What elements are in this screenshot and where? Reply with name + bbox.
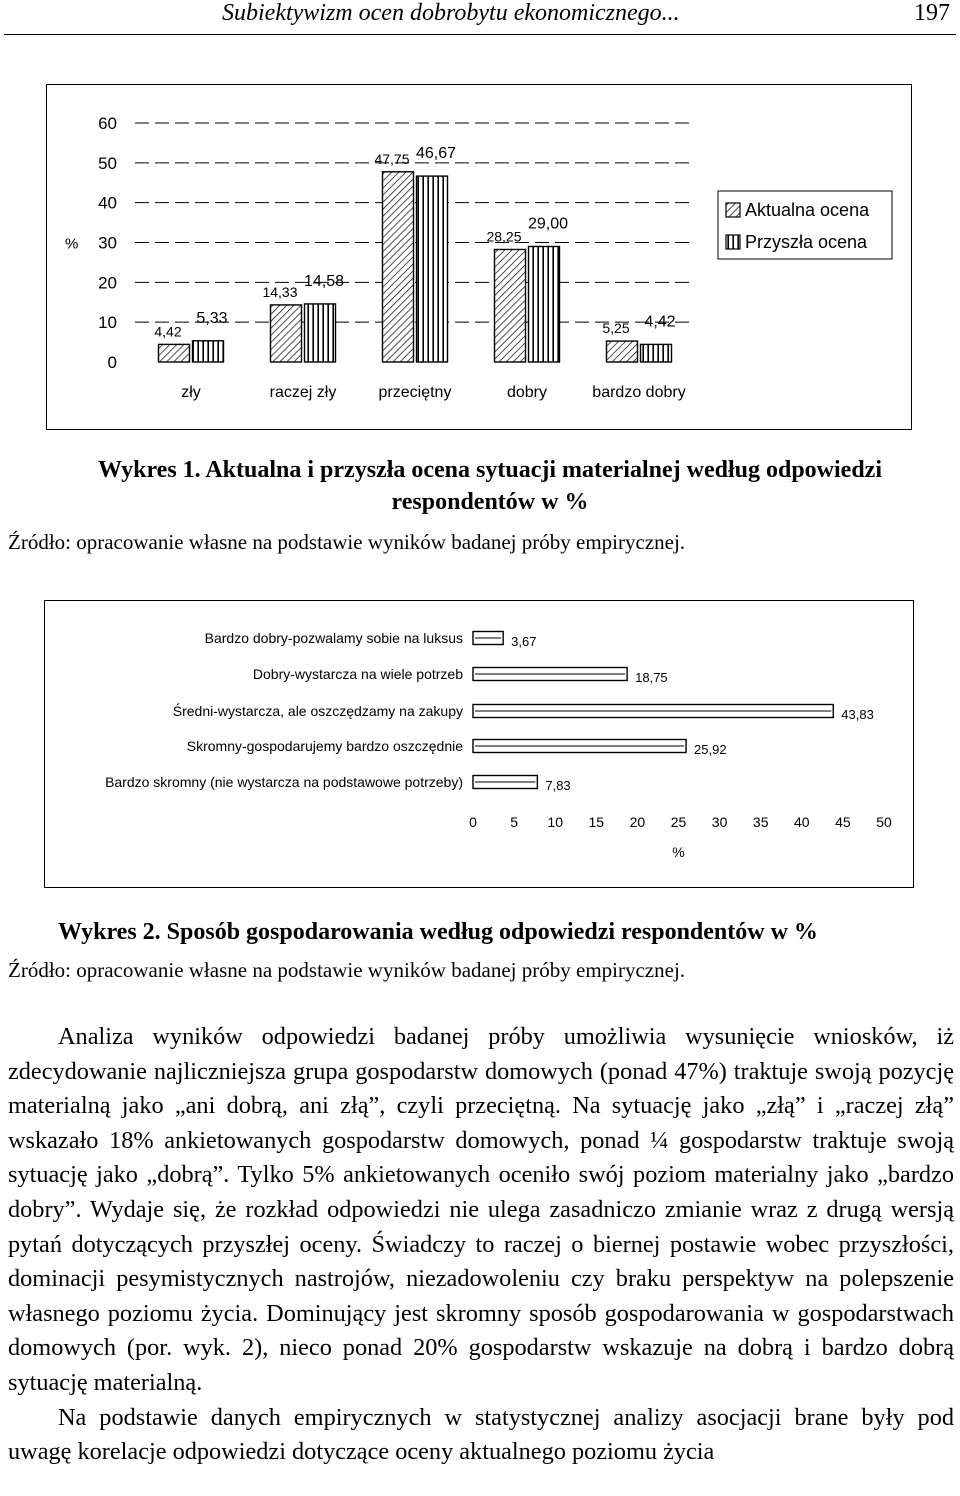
body-paragraph-1: Analiza wyników odpowiedzi badanej próby umożliwia wysunięcie wniosków, iż zdecydowanie najliczniejsza grupa gospodarstw domowych (ponad 47%) traktuje swoją pozycję materialną jako „ani dobrą, ani złą”, czyli przeciętną. Na sytuację jako „złą” i „raczej złą” wskazało 18% ankietowanych gospodarstw domowych, ponad ¼ gospodarstw traktuje swoją sytuację jako „dobrą”. Tylko 5% ankietowanych oceniło swój poziom materialny jako „bardzo dobry”. Wydaje się, że rozkład odpowiedzi nie ulega zasadniczo zmianie wraz z drugą wersją pytań dotyczących przyszłej oceny. Świadczy to raczej o biernej postawie wobec przyszłości, dominacji pesymistycznych nastrojów, niezadowoleniu czy braku perspektyw na polepszenie własnego poziomu życia. Dominujący jest skromny sposób gospodarowania w gospodarstwach domowych (por. wyk. 2), nieco ponad 20% gospodarstw wskazuje na dobrą i bardzo dobrą sytuację materialną.: [8, 1023, 954, 1396]
x-tick-label: 40: [794, 814, 810, 830]
y-tick-label: 30: [98, 233, 117, 253]
header-rule: [4, 34, 956, 35]
x-tick-label: 50: [876, 814, 892, 830]
x-category-label: raczej zły: [269, 384, 337, 401]
legend-label: Aktualna ocena: [745, 200, 870, 220]
data-label: 28,25: [486, 228, 522, 245]
body-paragraph-2: Na podstawie danych empirycznych w statystycznej analizy asocjacji brane były pod uwagę korelacje odpowiedzi dotyczące oceny aktualnego poziomu życia: [8, 1403, 954, 1466]
x-axis-label: %: [672, 844, 685, 860]
chart-household-management: [44, 600, 914, 888]
category-label: Średni-wystarcza, ale oszczędzamy na zakupy: [172, 703, 463, 719]
running-title: Subiektywizm ocen dobrobytu ekonomicznego...: [222, 0, 680, 26]
data-label: 5,25: [602, 320, 630, 337]
category-label: Skromny-gospodarujemy bardzo oszczędnie: [186, 738, 463, 754]
data-label: 43,83: [841, 707, 874, 722]
bar-aktualna: [495, 249, 526, 362]
x-tick-label: 15: [588, 814, 605, 830]
x-category-label: bardzo dobry: [592, 384, 686, 401]
data-label: 14,58: [303, 272, 345, 290]
bar-aktualna: [159, 344, 190, 362]
category-label: Bardzo dobry-pozwalamy sobie na luksus: [204, 630, 463, 646]
figure1-caption: Wykres 1. Aktualna i przyszła ocena sytuacji materialnej według odpowiedzi respondentów w %: [98, 457, 882, 515]
x-tick-label: 30: [711, 814, 728, 830]
bar-przyszla: [305, 304, 336, 362]
body-text: [8, 1020, 954, 1470]
figure2-caption: Wykres 2. Sposób gospodarowania według odpowiedzi respondentów w %: [58, 919, 818, 945]
data-label: 4,42: [644, 313, 676, 331]
y-tick-label: 50: [98, 153, 117, 173]
page-header: [0, 0, 960, 36]
chart2-svg: [45, 601, 913, 887]
data-label: 29,00: [527, 215, 569, 233]
data-label: 18,75: [635, 670, 668, 685]
data-label: 3,67: [511, 634, 537, 649]
x-category-label: przeciętny: [378, 384, 452, 401]
bar-przyszla: [641, 344, 672, 362]
x-tick-label: 0: [469, 814, 477, 830]
data-label: 25,92: [694, 742, 727, 757]
figure2-source: Źródło: opracowanie własne na podstawie wyników badanej próby empirycznej.: [8, 958, 686, 982]
chart1-svg: [47, 85, 911, 429]
y-tick-label: 0: [107, 353, 117, 372]
x-category-label: dobry: [506, 384, 548, 401]
chart-actual-future-assessment: [46, 84, 912, 430]
bar-przyszla: [417, 176, 448, 362]
bar-aktualna: [607, 341, 638, 362]
figure1-source: Źródło: opracowanie własne na podstawie wyników badanej próby empirycznej.: [8, 530, 686, 554]
bar-aktualna: [271, 305, 302, 362]
y-axis-label: %: [65, 235, 79, 253]
bar-przyszla: [529, 246, 560, 362]
x-tick-label: 35: [752, 814, 769, 830]
y-tick-label: 10: [98, 313, 117, 333]
page-number: 197: [914, 0, 950, 26]
data-label: 5,33: [196, 309, 228, 327]
y-tick-label: 60: [98, 114, 117, 133]
x-category-label: zły: [181, 384, 201, 401]
data-label: 47,75: [374, 150, 410, 167]
bar-aktualna: [383, 172, 414, 362]
legend-swatch: [726, 235, 740, 249]
legend-label: Przyszła ocena: [745, 232, 868, 252]
category-label: Dobry-wystarcza na wiele potrzeb: [252, 666, 463, 682]
category-label: Bardzo skromny (nie wystarcza na podstawowe potrzeby): [105, 774, 463, 790]
y-tick-label: 20: [98, 273, 117, 293]
x-tick-label: 10: [547, 814, 563, 830]
bar-przyszla: [193, 341, 224, 362]
data-label: 46,67: [415, 145, 457, 163]
x-tick-label: 5: [510, 814, 518, 830]
x-tick-label: 20: [629, 814, 646, 830]
data-label: 14,33: [262, 283, 298, 300]
data-label: 4,42: [154, 323, 182, 340]
x-tick-label: 25: [670, 814, 687, 830]
x-tick-label: 45: [835, 814, 851, 830]
legend-swatch: [726, 203, 740, 217]
y-tick-label: 40: [98, 193, 117, 213]
data-label: 7,83: [545, 778, 571, 793]
